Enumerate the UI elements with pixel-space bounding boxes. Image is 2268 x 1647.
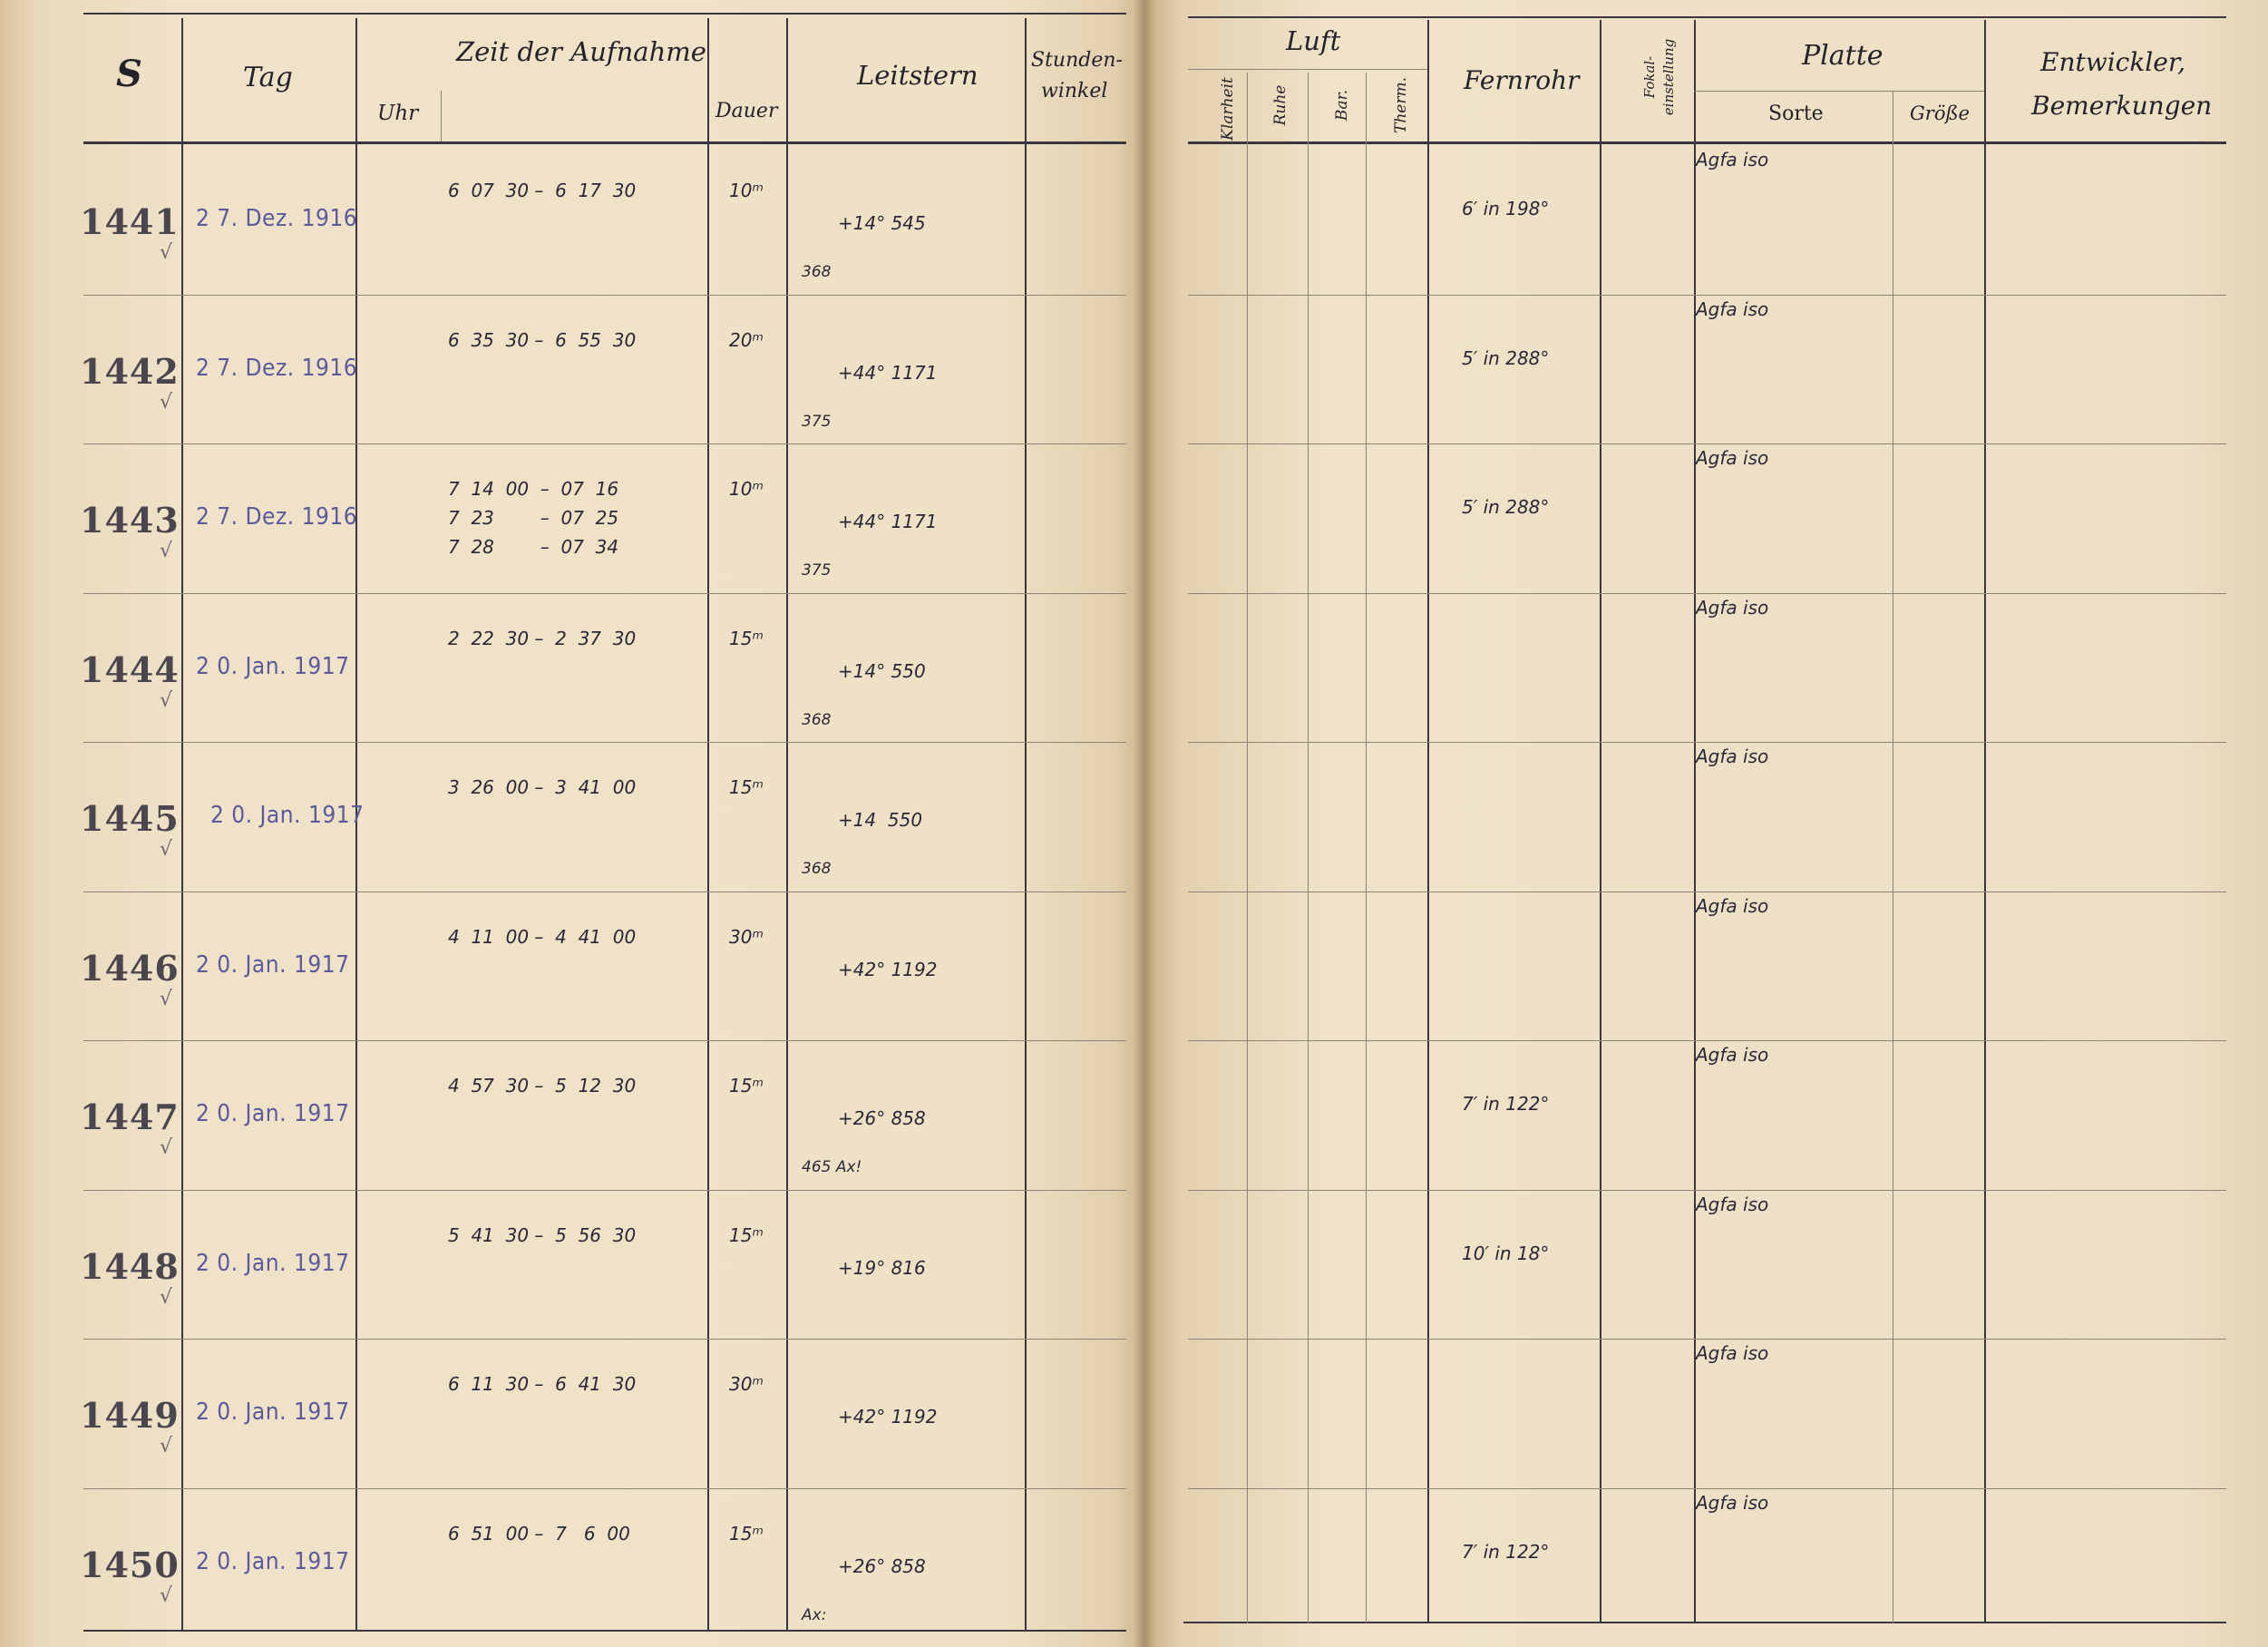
exposure-duration: 30ᵐ [729,1373,764,1395]
check-mark: √ [160,1584,173,1607]
check-mark: √ [160,390,173,414]
exposure-time: 6 11 30 – 6 41 30 [448,1373,637,1395]
check-mark: √ [160,688,173,712]
row-rule-right-7 [1188,1190,2226,1191]
plate-type: Agfa iso [1696,297,1769,320]
exposure-time: 7 23 – 07 25 [448,507,619,529]
guide-star-note: 465 Ax! [802,1158,862,1176]
col-rule-luft-2 [1366,73,1367,1623]
row-rule-right-3 [1188,593,2226,594]
check-mark: √ [160,241,173,264]
exposure-duration: 15ᵐ [729,1522,764,1545]
col-header-s: S [116,53,142,95]
col-header-bemerkungen: Bemerkungen [2031,91,2213,121]
guide-star-note: 368 [802,263,832,281]
col-header-fernrohr: Fernrohr [1464,65,1580,95]
check-mark: √ [160,1435,173,1457]
rule-header-left [83,141,1126,144]
guide-star: +14° 545 [838,212,926,234]
exposure-duration: 15ᵐ [729,1075,764,1096]
col-header-stunden1: Stunden- [1031,49,1123,72]
plate-type: Agfa iso [1696,1342,1769,1364]
guide-star: +26° 858 [838,1554,926,1577]
row-rule-left-3 [83,593,1126,594]
plate-type: Agfa iso [1696,447,1769,469]
col-header-fokal2: einstellung [1660,38,1677,116]
entry-number: 1446 [80,947,180,989]
col-header-groesse: Größe [1910,102,1970,124]
guide-star-note: 368 [802,860,832,878]
entry-date: 2 0. Jan. 1917 [196,950,350,979]
col-header-bar: Bar. [1333,89,1351,122]
rule-bottom-left [83,1630,1126,1632]
plate-type: Agfa iso [1696,1044,1769,1066]
exposure-duration: 15ᵐ [729,627,764,649]
col-header-platte: Platte [1802,40,1884,72]
col-header-tag: Tag [243,62,293,93]
telescope-offset: 7′ in 122° [1462,1093,1550,1115]
entry-date: 2 7. Dez. 1916 [196,503,358,531]
col-header-therm: Therm. [1392,77,1410,133]
guide-star: +42° 1192 [838,958,938,980]
row-rule-right-2 [1188,443,2226,444]
telescope-offset: 5′ in 288° [1462,346,1550,369]
plate-type: Agfa iso [1696,149,1769,171]
col-rule-left-0 [181,18,183,1631]
exposure-time: 7 14 00 – 07 16 [448,478,619,500]
exposure-time: 5 41 30 – 5 56 30 [448,1223,637,1246]
telescope-offset: 7′ in 122° [1462,1540,1550,1563]
exposure-time: 7 28 – 07 34 [448,536,619,558]
row-rule-left-6 [83,1040,1126,1041]
entry-number: 1443 [80,500,180,541]
col-rule-luft-0 [1247,73,1248,1623]
col-header-dauer: Dauer [715,100,778,122]
entry-number: 1441 [80,201,180,242]
entry-number: 1444 [80,648,180,690]
telescope-offset: 5′ in 288° [1462,496,1550,518]
exposure-time: 3 26 00 – 3 41 00 [448,776,637,798]
entry-number: 1445 [80,798,180,839]
check-mark: √ [160,1285,173,1309]
plate-type: Agfa iso [1696,1491,1769,1514]
guide-star-note: 375 [802,412,832,431]
col-rule-luft-1 [1308,73,1309,1623]
rule-top-right [1188,16,2226,18]
row-rule-right-1 [1188,295,2226,296]
col-header-klarheit: Klarheit [1219,77,1237,141]
telescope-offset: 6′ in 198° [1462,198,1550,219]
row-rule-left-9 [83,1488,1126,1489]
exposure-time: 4 11 00 – 4 41 00 [448,925,637,948]
guide-star: +26° 858 [838,1107,926,1129]
exposure-time: 6 07 30 – 6 17 30 [448,180,637,201]
guide-star-note: Ax: [802,1605,827,1624]
row-rule-right-4 [1188,742,2226,743]
rule-top-left [83,13,1126,15]
telescope-offset: 10′ in 18° [1462,1242,1550,1264]
col-header-fokal1: Fokal- [1641,55,1658,99]
col-rule-right-0 [1427,20,1429,1623]
col-rule-left-3 [786,18,788,1631]
entry-number: 1447 [80,1096,180,1137]
exposure-time: 6 35 30 – 6 55 30 [448,328,637,351]
entry-number: 1448 [80,1245,180,1287]
entry-date: 2 0. Jan. 1917 [196,652,350,680]
row-rule-left-1 [83,295,1126,296]
entry-date: 2 0. Jan. 1917 [196,1100,350,1127]
rule-platte-sub [1694,91,1984,92]
guide-star: +14 550 [838,809,923,831]
check-mark: √ [160,1136,173,1159]
col-header-ruhe: Ruhe [1271,84,1290,126]
exposure-duration: 15ᵐ [729,1223,764,1246]
exposure-time: 4 57 30 – 5 12 30 [448,1075,637,1096]
row-rule-right-9 [1188,1488,2226,1489]
plate-type: Agfa iso [1696,1193,1769,1215]
exposure-duration: 15ᵐ [729,776,764,798]
row-rule-left-8 [83,1339,1126,1340]
check-mark: √ [160,838,173,861]
row-rule-left-4 [83,742,1126,743]
plate-type: Agfa iso [1696,596,1769,619]
col-rule-right-3 [1984,20,1986,1623]
guide-star: +19° 816 [838,1256,926,1279]
check-mark: √ [160,987,173,1010]
exposure-time: 2 22 30 – 2 37 30 [448,627,637,649]
exposure-duration: 30ᵐ [729,925,764,948]
col-rule-left-2 [707,18,709,1631]
entry-number: 1442 [80,350,180,392]
col-rule-right-1 [1600,20,1601,1623]
col-header-uhr: Uhr [377,102,419,125]
check-mark: √ [160,540,173,562]
exposure-duration: 10ᵐ [729,478,764,500]
exposure-duration: 10ᵐ [729,180,764,201]
col-header-zeit: Zeit der Aufnahme [456,36,706,67]
exposure-time: 6 51 00 – 7 6 00 [448,1522,630,1545]
entry-date: 2 0. Jan. 1917 [210,802,365,829]
guide-star-note: 368 [802,710,832,729]
right-page [1144,0,2268,1647]
exposure-duration: 20ᵐ [729,328,764,351]
plate-type: Agfa iso [1696,894,1769,917]
col-header-entwickler: Entwickler, [2040,47,2186,77]
row-rule-left-2 [83,443,1126,444]
guide-star: +44° 1171 [838,511,938,532]
row-rule-left-7 [83,1190,1126,1191]
col-rule-right-2 [1694,20,1696,1623]
entry-date: 2 0. Jan. 1917 [196,1547,350,1575]
entry-date: 2 7. Dez. 1916 [196,354,358,382]
plate-type: Agfa iso [1696,746,1769,767]
col-header-luft: Luft [1286,25,1341,56]
guide-star: +42° 1192 [838,1406,938,1428]
guide-star-note: 375 [802,561,832,580]
row-rule-right-8 [1188,1339,2226,1340]
book-gutter [1134,0,1155,1647]
rule-header-right [1188,141,2226,144]
col-rule-left-4 [1025,18,1027,1631]
entry-date: 2 7. Dez. 1916 [196,205,358,232]
entry-date: 2 0. Jan. 1917 [196,1249,350,1277]
row-rule-right-6 [1188,1040,2226,1041]
guide-star: +14° 550 [838,659,926,682]
rule-luft-sub [1188,69,1427,70]
entry-number: 1450 [80,1544,180,1585]
entry-date: 2 0. Jan. 1917 [196,1398,350,1426]
entry-number: 1449 [80,1395,180,1436]
col-header-sorte: Sorte [1768,102,1824,125]
col-header-leitstern: Leitstern [857,60,978,91]
col-rule-uhr-sep [441,91,442,141]
col-header-stunden2: winkel [1041,80,1108,102]
guide-star: +44° 1171 [838,361,938,384]
rule-bottom-right [1183,1622,2226,1623]
